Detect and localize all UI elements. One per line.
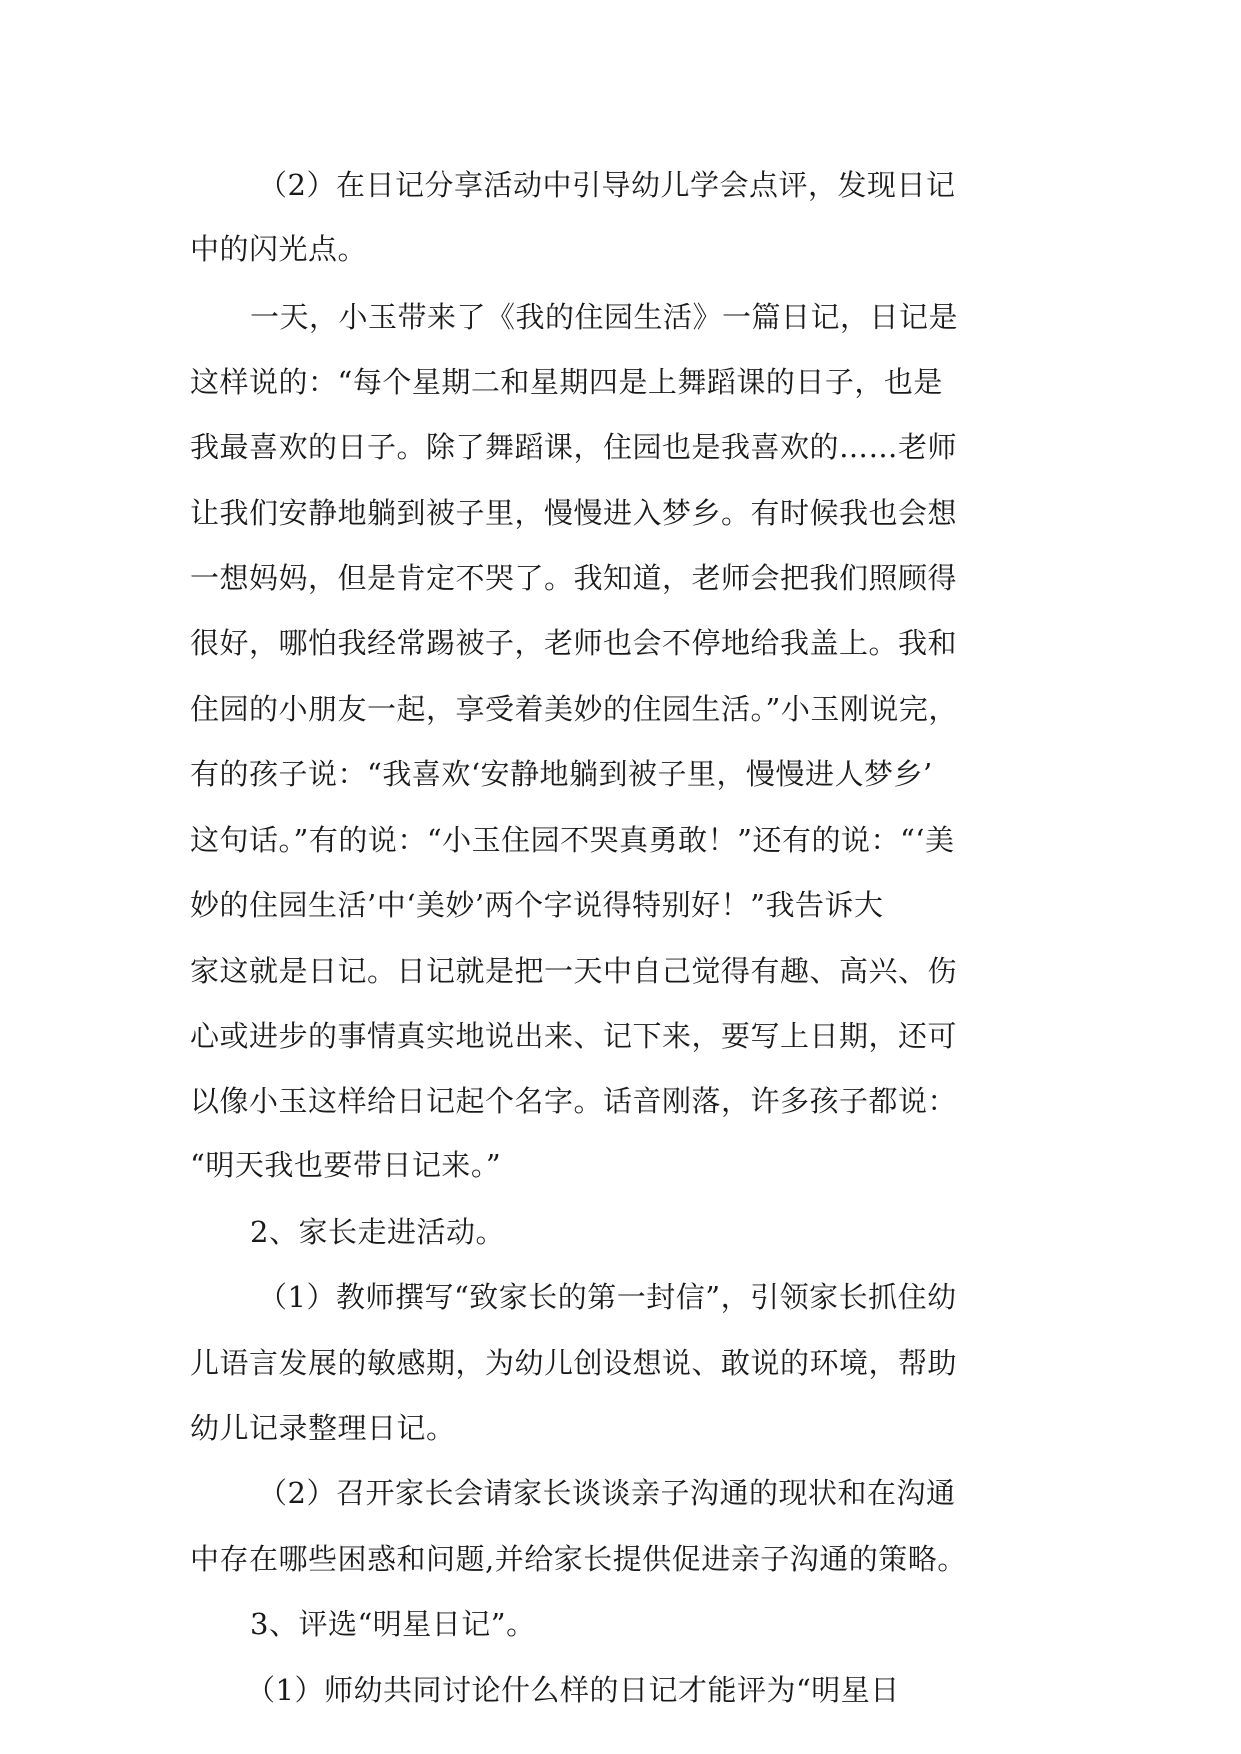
text-line: （1）师幼共同讨论什么样的日记才能评为“明星日 [246,1673,900,1707]
text-line: 中存在哪些困惑和问题,并给家长提供促进亲子沟通的策略。 [190,1542,967,1576]
text-line: 这样说的：“每个星期二和星期四是上舞蹈课的日子，也是 [190,365,943,399]
text-line: 让我们安静地躺到被子里，慢慢进入梦乡。有时候我也会想 [190,496,958,530]
text-line: （2）在日记分享活动中引导幼儿学会点评，发现日记 [258,168,956,202]
text-line: 住园的小朋友一起，享受着美妙的住园生活。”小玉刚说完， [190,692,958,726]
section-heading: 3、评选“明星日记”。 [250,1607,536,1641]
text-line: 幼儿记录整理日记。 [190,1411,456,1445]
text-line: （1）教师撰写“致家长的第一封信”，引领家长抓住幼 [258,1280,957,1314]
text-line: 妙的住园生活’中‘美妙’两个字说得特别好！”我告诉大 [190,888,884,922]
text-line: 儿语言发展的敏感期，为幼儿创设想说、敢说的环境，帮助 [190,1346,958,1380]
text-line: 中的闪光点。 [190,232,368,266]
text-line: 一天，小玉带来了《我的住园生活》一篇日记，日记是 [250,300,959,334]
text-line: 家这就是日记。日记就是把一天中自己觉得有趣、高兴、伤 [190,954,958,988]
text-line: 很好，哪怕我经常踢被子，老师也会不停地给我盖上。我和 [190,626,958,660]
section-heading: 2、家长走进活动。 [250,1215,505,1249]
text-line: 以像小玉这样给日记起个名字。话音刚落，许多孩子都说： [190,1084,958,1118]
text-line: 心或进步的事情真实地说出来、记下来，要写上日期，还可 [190,1019,958,1053]
text-line: 这句话。”有的说：“小玉住园不哭真勇敢！”还有的说：“‘美 [190,823,955,857]
text-line: 一想妈妈，但是肯定不哭了。我知道，老师会把我们照顾得 [190,561,958,595]
text-line: 有的孩子说：“我喜欢‘安静地躺到被子里，慢慢进人梦乡’ [190,757,933,791]
text-line: 我最喜欢的日子。除了舞蹈课，住园也是我喜欢的……老师 [190,430,958,464]
text-line: （2）召开家长会请家长谈谈亲子沟通的现状和在沟通 [258,1476,956,1510]
text-line: “明天我也要带日记来。” [190,1148,502,1182]
